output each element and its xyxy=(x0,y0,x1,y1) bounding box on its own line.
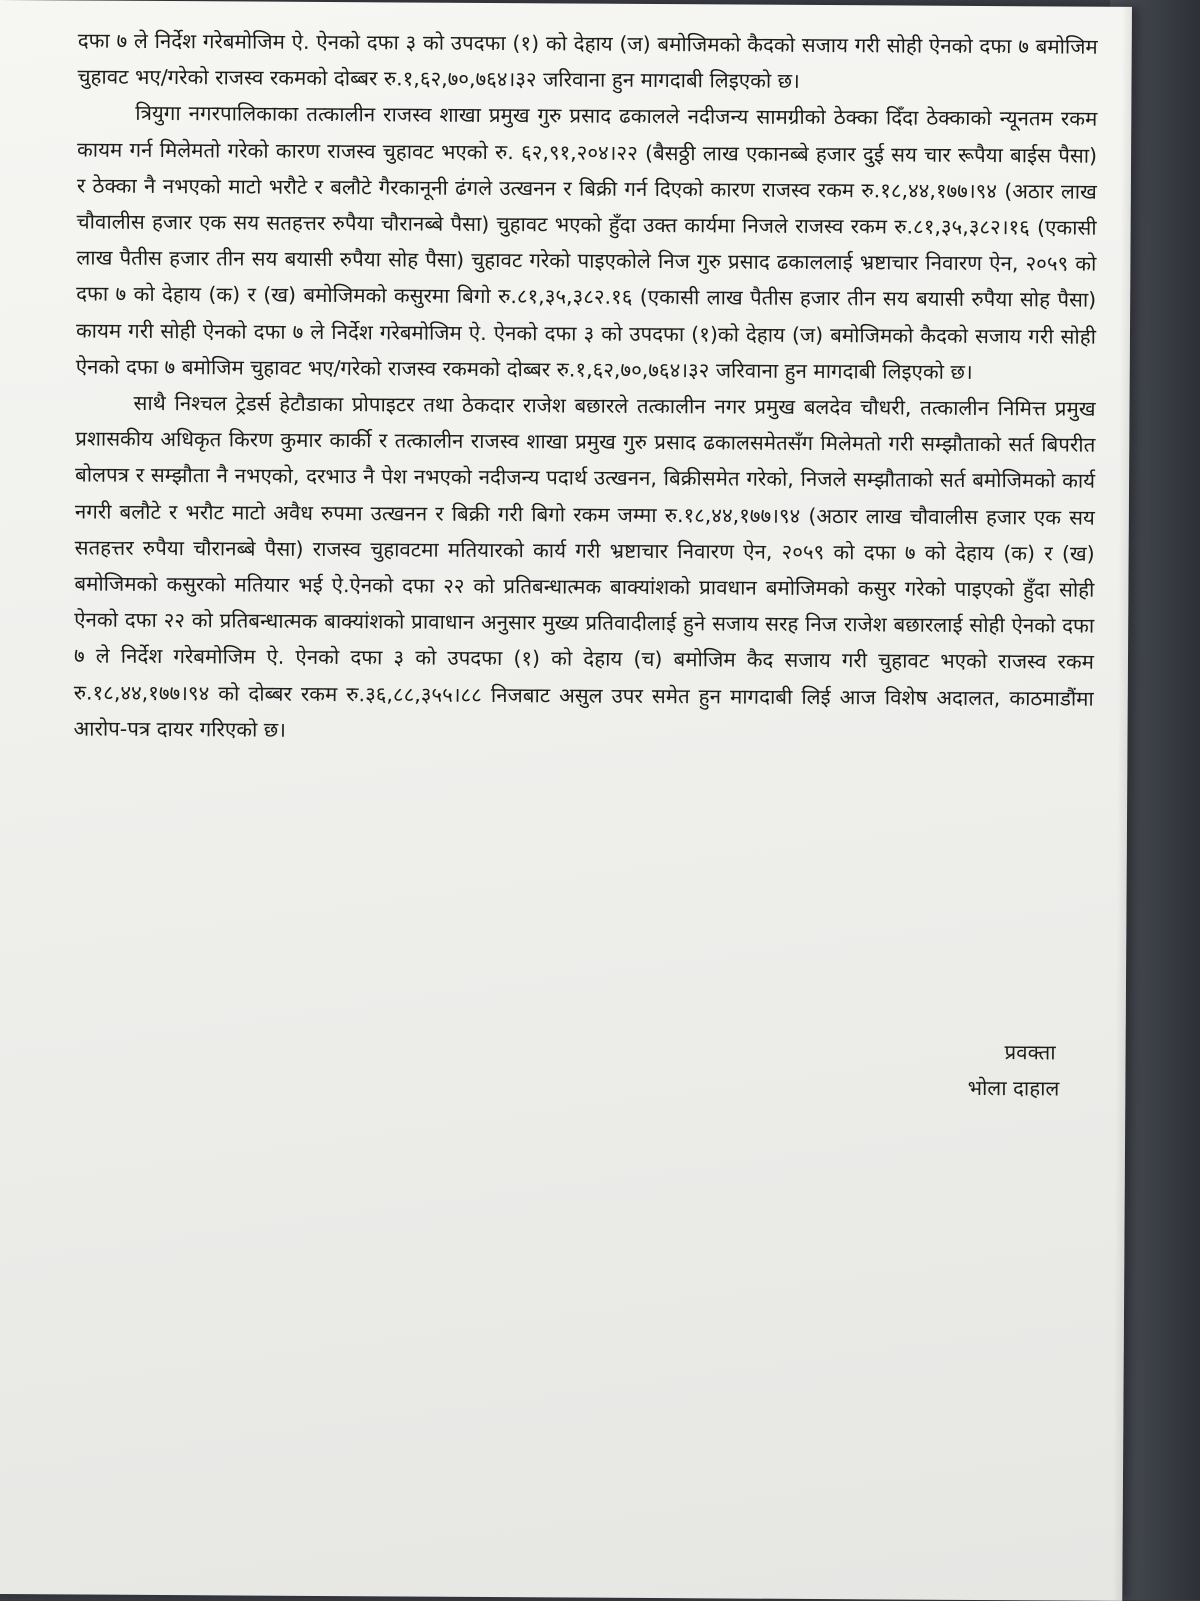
signature-block xyxy=(873,1033,1083,1106)
paragraph-rajesh-bachhar: साथै निश्चल ट्रेडर्स हेटौडाका प्रोपाइटर तथा ठेकदार राजेश बछारले तत्कालीन नगर प्रमुख बलदेव चौधरी, तत्कालीन निमित्त प्रमुख प्रशासकीय अधिकृत किरण कुमार कार्की र तत्कालीन राजस्व शाखा प्रमुख गुरु प्रसाद ढकालसमेतसँग मिलेमतो गरी सम्झौताको सर्त बिपरीत बोलपत्र र सम्झौता नै नभएको, दरभाउ नै पेश नभएको नदीजन्य पदार्थ उत्खनन, बिक्रीसमेत गरेको, निजले सम्झौताको सर्त बमोजिमको कार्य नगरी बलौटे र भरौट माटो अवैध रुपमा उत्खनन र बिक्री गरी बिगो रकम जम्मा रु.१८,४४,१७७।९४ (अठार लाख चौवालीस हजार एक सय सतहत्तर रुपैया चौरानब्बे पैसा) राजस्व चुहावटमा मतियारको कार्य गरी भ्रष्टाचार निवारण ऐन, २०५९ को दफा ७ को देहाय (क) र (ख) बमोजिमको कसुरको मतियार भई ऐ.ऐनको दफा २२ को प्रतिबन्धात्मक बाक्यांशको प्रावधान बमोजिमको कसुर गरेको पाइएको हुँदा सोही ऐनको दफा २२ को प्रतिबन्धात्मक बाक्यांशको प्रावाधान अनुसार मुख्य प्रतिवादीलाई हुने सजाय सरह निज राजेश बछारलाई सोही ऐनको दफा ७ ले निर्देश गरेबमोजिम ऐ. ऐनको दफा ३ को उपदफा (१) को देहाय (च) बमोजिम कैद सजाय गरी चुहावट भएको राजस्व रकम रु.१८,४४,१७७।९४ को दोब्बर रकम रु.३६,८८,३५५।८८ निजबाट असुल उपर समेत हुन मागदाबी लिई आज विशेष अदालत, काठमाडौंमा आरोप-पत्र दायर गरिएको छ। xyxy=(73,390,1096,742)
document-body xyxy=(73,22,1097,752)
signature-name: भोला दाहाल xyxy=(967,1075,1060,1101)
paragraph-continuation: दफा ७ ले निर्देश गरेबमोजिम ऐ. ऐनको दफा ३ को उपदफा (१) को देहाय (ज) बमोजिमको कैदको सजाय गरी सोही ऐनको दफा ७ बमोजिम चुहावट भए/गरेको राजस्व रकमको दोब्बर रु.१,६२,७०,७६४।३२ जरिवाना हुन मागदाबी लिइएको छ। xyxy=(77,28,1098,94)
signature-title: प्रवक्ता xyxy=(1004,1040,1056,1065)
paragraph-guru-prasad-dhakal: त्रियुगा नगरपालिकाका तत्कालीन राजस्व शाखा प्रमुख गुरु प्रसाद ढकालले नदीजन्य सामग्रीको ठेक्का दिँदा ठेक्काको न्यूनतम रकम कायम गर्न मिलेमतो गरेको कारण राजस्व चुहावट भएको रु. ६२,९१,२०४।२२ (बैसठ्ठी लाख एकानब्बे हजार दुई सय चार रूपैया बाईस पैसा) र ठेक्का नै नभएको माटो भरौटे र बलौटे गैरकानूनी ढंगले उत्खनन र बिक्री गर्न दिएको कारण राजस्व रकम रु.१८,४४,१७७।९४ (अठार लाख चौवालीस हजार एक सय सतहत्तर रुपैया चौरानब्बे पैसा) चुहावट भएको हुँदा उक्त कार्यमा निजले राजस्व रकम रु.८१,३५,३८२।१६ (एकासी लाख पैतीस हजार तीन सय बयासी रुपैया सोह पैसा) चुहावट गरेको पाइएकोले निज गुरु प्रसाद ढकाललाई भ्रष्टाचार निवारण ऐन, २०५९ को दफा ७ को देहाय (क) र (ख) बमोजिमको कसुरमा बिगो रु.८१,३५,३८२.१६ (एकासी लाख पैतीस हजार तीन सय बयासी रुपैया सोह पैसा) कायम गरी सोही ऐनको दफा ७ ले निर्देश गरेबमोजिम ऐ. ऐनको दफा ३ को उपदफा (१)को देहाय (ज) बमोजिमको कैदको सजाय गरी सोही ऐनको दफा ७ बमोजिम चुहावट भए/गरेको राजस्व रकमको दोब्बर रु.१,६२,७०,७६४।३२ जरिवाना हुन मागदाबी लिइएको छ। xyxy=(75,101,1098,384)
